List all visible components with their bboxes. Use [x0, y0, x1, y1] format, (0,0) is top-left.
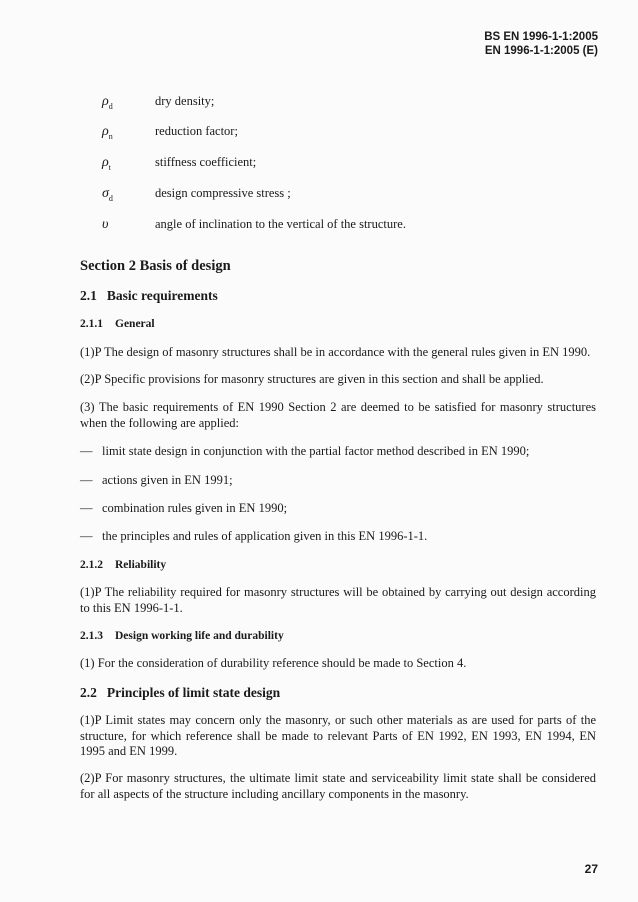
- paragraph: (2)P For masonry structures, the ultimate limit state and serviceability limit state shall be considered for all aspects of the structure including ancillary components in the masonry.: [80, 771, 596, 801]
- list-item: — combination rules given in EN 1990;: [80, 501, 288, 515]
- paragraph: (1) For the consideration of durability reference should be made to Section 4.: [80, 656, 467, 670]
- symbol: υ: [102, 217, 109, 232]
- paragraph: (2)P Specific provisions for masonry structures are given in this section and shall be applied.: [80, 372, 544, 386]
- standard-id-en: EN 1996-1-1:2005 (E): [484, 45, 598, 57]
- heading-2-1-3: 2.1.3 Design working life and durability: [80, 630, 284, 642]
- symbol-description: reduction factor;: [155, 124, 238, 138]
- symbol-row: [0, 217, 638, 235]
- standard-id-bs: BS EN 1996-1-1:2005: [484, 31, 598, 43]
- symbol-description: dry density;: [155, 94, 215, 108]
- symbol-row: [0, 186, 638, 204]
- heading-2-1: 2.1 Basic requirements: [80, 288, 218, 303]
- symbol-description: design compressive stress ;: [155, 186, 291, 200]
- paragraph: (1)P The design of masonry structures shall be in accordance with the general rules given in EN 1990.: [80, 345, 591, 359]
- paragraph: (1)P Limit states may concern only the masonry, or such other materials as are used for parts of the structure, for which reference shall be made to relevant Parts of EN 1992, EN 1993, EN 1994, EN 1995 and EN 1999.: [80, 713, 596, 758]
- symbol-description: angle of inclination to the vertical of the structure.: [155, 217, 406, 231]
- symbol-description: stiffness coefficient;: [155, 155, 257, 169]
- list-item: — limit state design in conjunction with the partial factor method described in EN 1990;: [80, 444, 530, 458]
- paragraph: (3) The basic requirements of EN 1990 Section 2 are deemed to be satisfied for masonry structures when the following are applied:: [80, 400, 596, 430]
- heading-2-2: 2.2 Principles of limit state design: [80, 685, 281, 700]
- symbol: $\rho_d$: [102, 94, 113, 111]
- symbol: $\rho_n$: [102, 124, 113, 141]
- list-item: — actions given in EN 1991;: [80, 473, 233, 487]
- heading-2-1-2: 2.1.2 Reliability: [80, 559, 167, 571]
- symbol-row: [0, 124, 638, 142]
- symbol-row: [0, 155, 638, 173]
- list-item: — the principles and rules of application given in this EN 1996-1-1.: [80, 529, 428, 543]
- document-header: [484, 30, 598, 58]
- symbol: $\sigma_d$: [102, 186, 113, 203]
- symbol: $\rho_t$: [102, 155, 111, 172]
- symbol-row: [0, 94, 638, 112]
- heading-2-1-1: 2.1.1 General: [80, 318, 155, 330]
- section-2-heading: Section 2 Basis of design: [80, 258, 231, 274]
- page-number: 27: [584, 862, 598, 876]
- paragraph: (1)P The reliability required for masonry structures will be obtained by carrying out design according to this EN 1996-1-1.: [80, 585, 596, 615]
